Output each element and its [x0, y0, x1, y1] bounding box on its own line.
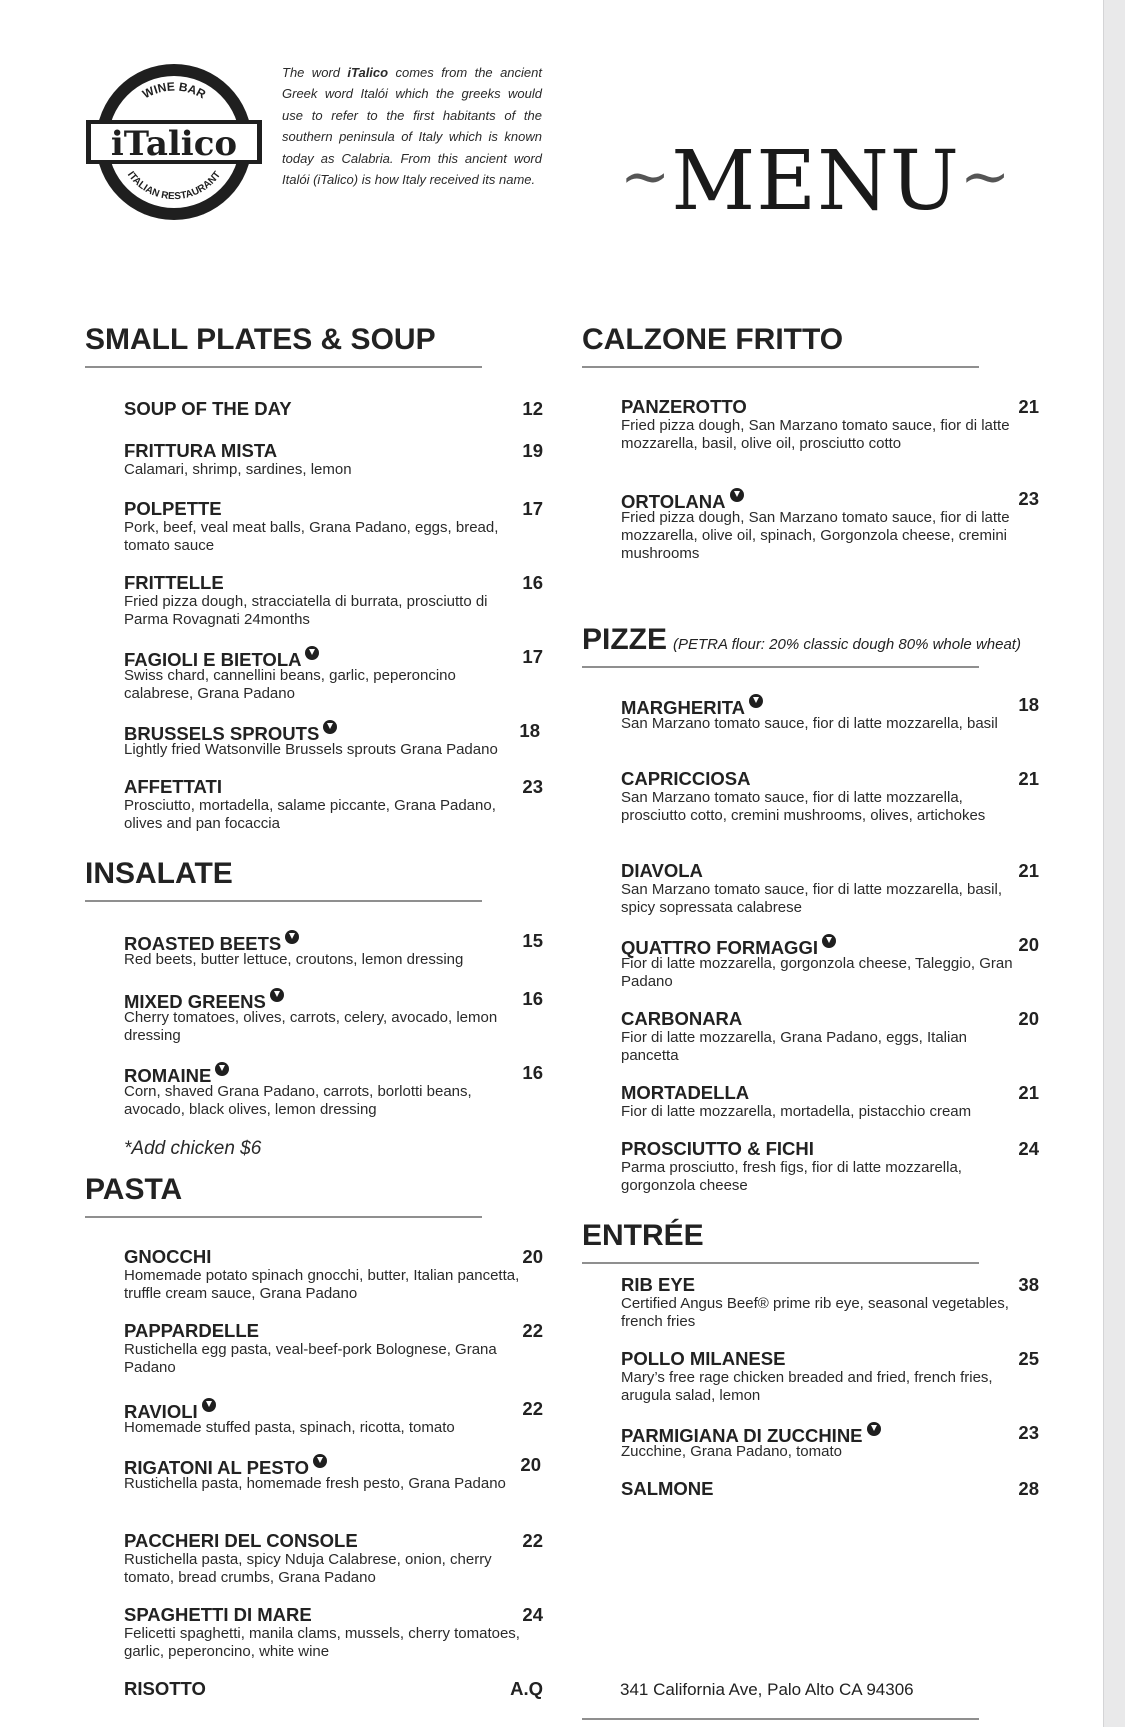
title-tilde-right: ~	[959, 142, 1012, 212]
divider	[85, 366, 482, 368]
item-price: A.Q	[510, 1678, 543, 1699]
vegetarian-icon	[730, 488, 744, 502]
item-name-text: ROMAINE	[124, 1065, 212, 1086]
intro-brand: iTalico	[347, 65, 389, 80]
item-description: Pork, beef, veal meat balls, Grana Padano, eggs, bread, tomato sauce	[124, 519, 499, 554]
item-description: Felicetti spaghetti, manila clams, mussels, cherry tomatoes, garlic, peperoncino, white wine	[124, 1625, 520, 1660]
pizze-title: PIZZE	[582, 623, 668, 656]
svg-text:WINE BAR: WINE BAR	[140, 79, 208, 102]
item-price: 23	[522, 776, 543, 797]
vegetarian-icon	[270, 988, 284, 1002]
divider	[582, 1262, 979, 1264]
item-name-text: BRUSSELS SPROUTS	[124, 723, 320, 744]
intro-before: The word	[282, 65, 348, 80]
item-price: 21	[1018, 860, 1039, 881]
item-description: Fior di latte mozzarella, gorgonzola cheese, Taleggio, Gran Padano	[621, 955, 1013, 990]
item-description: Mary’s free rage chicken breaded and fried, french fries, arugula salad, lemon	[621, 1369, 993, 1404]
heading-entree: ENTRÉE	[582, 1219, 704, 1252]
item-description: Swiss chard, cannellini beans, garlic, peperoncino calabrese, Grana Padano	[124, 667, 456, 702]
item-name: CARBONARA	[621, 1008, 743, 1029]
item-name: POLPETTE	[124, 498, 222, 519]
item-description: Red beets, butter lettuce, croutons, lemon dressing	[124, 951, 464, 968]
divider	[582, 666, 979, 668]
item-name: SPAGHETTI DI MARE	[124, 1604, 312, 1625]
vegetarian-icon	[822, 934, 836, 948]
item-price: 24	[1018, 1138, 1039, 1159]
vegetarian-icon	[867, 1422, 881, 1436]
item-name-text: ORTOLANA	[621, 491, 726, 512]
item-description: Zucchine, Grana Padano, tomato	[621, 1443, 842, 1460]
item-description: San Marzano tomato sauce, fior di latte mozzarella, prosciutto cotto, cremini mushrooms, olives, artichokes	[621, 789, 986, 824]
item-name: SOUP OF THE DAY	[124, 398, 292, 419]
item-description: Fior di latte mozzarella, mortadella, pistacchio cream	[621, 1103, 972, 1120]
item-price: 17	[522, 498, 543, 519]
menu-title	[620, 132, 1010, 227]
item-price: 38	[1018, 1274, 1039, 1295]
vegetarian-icon	[749, 694, 763, 708]
item-description: Calamari, shrimp, sardines, lemon	[124, 461, 352, 478]
item-description: Prosciutto, mortadella, salame piccante, Grana Padano, olives and pan focaccia	[124, 797, 496, 832]
item-price: 23	[1018, 1422, 1039, 1443]
item-name: POLLO MILANESE	[621, 1348, 786, 1369]
item-price: 15	[522, 930, 543, 951]
item-name: SALMONE	[621, 1478, 714, 1499]
intro-after: comes from the ancient Greek word Italói which the greeks would use to refer to the first habitants of the southern peninsula of Italy which is known today as Calabria. From this ancient word Italói (iTalico) is how Italy received its name.	[282, 65, 542, 188]
vegetarian-icon	[313, 1454, 327, 1468]
item-price: 21	[1018, 768, 1039, 789]
item-description: Homemade potato spinach gnocchi, butter, Italian pancetta, truffle cream sauce, Grana Padano	[124, 1267, 520, 1302]
item-description: Cherry tomatoes, olives, carrots, celery, avocado, lemon dressing	[124, 1009, 498, 1044]
item-name: RIB EYE	[621, 1274, 696, 1295]
heading-pizze	[582, 622, 1021, 663]
item-price: 16	[522, 988, 543, 1009]
item-description: San Marzano tomato sauce, fior di latte mozzarella, basil	[621, 715, 998, 732]
item-description: Homemade stuffed pasta, spinach, ricotta, tomato	[124, 1419, 455, 1436]
item-name-text: FAGIOLI E BIETOLA	[124, 649, 302, 670]
vegetarian-icon	[285, 930, 299, 944]
item-description: Fried pizza dough, San Marzano tomato sauce, fior di latte mozzarella, basil, olive oil, prosciutto cotto	[621, 417, 1010, 452]
item-description: Rustichella pasta, homemade fresh pesto, Grana Padano	[124, 1475, 506, 1492]
item-price: 22	[522, 1398, 543, 1419]
item-name-text: MARGHERITA	[621, 697, 746, 718]
vegetarian-icon	[323, 720, 337, 734]
item-description: Fior di latte mozzarella, Grana Padano, eggs, Italian pancetta	[621, 1029, 968, 1064]
title-text: MENU	[671, 134, 960, 229]
heading-insalate: INSALATE	[85, 857, 233, 890]
heading-small-plates: SMALL PLATES & SOUP	[85, 323, 436, 356]
item-name-text: ROASTED BEETS	[124, 933, 282, 954]
item-name: PAPPARDELLE	[124, 1320, 259, 1341]
item-price: 24	[522, 1604, 543, 1625]
item-name: PROSCIUTTO & FICHI	[621, 1138, 814, 1159]
item-price: 20	[520, 1454, 541, 1475]
heading-pasta: PASTA	[85, 1173, 183, 1206]
item-name: FRITTURA MISTA	[124, 440, 278, 461]
italico-logo	[86, 60, 262, 224]
item-price: 21	[1018, 396, 1039, 417]
add-chicken-note: *Add chicken $6	[124, 1138, 262, 1159]
item-price: 20	[1018, 934, 1039, 955]
item-name: PACCHERI DEL CONSOLE	[124, 1530, 358, 1551]
vegetarian-icon	[202, 1398, 216, 1412]
item-name-text: RAVIOLI	[124, 1401, 198, 1422]
item-price: 16	[522, 1062, 543, 1083]
item-price: 17	[522, 646, 543, 667]
item-price: 22	[522, 1320, 543, 1341]
item-name: PANZEROTTO	[621, 396, 747, 417]
item-name: AFFETTATI	[124, 776, 222, 797]
item-name: CAPRICCIOSA	[621, 768, 751, 789]
item-name-text: MIXED GREENS	[124, 991, 266, 1012]
heading-calzone-fritto: CALZONE FRITTO	[582, 323, 844, 356]
item-price: 23	[1018, 488, 1039, 509]
item-description: San Marzano tomato sauce, fior di latte mozzarella, basil, spicy sopressata calabrese	[621, 881, 1003, 916]
item-price: 20	[1018, 1008, 1039, 1029]
vegetarian-icon	[215, 1062, 229, 1076]
divider	[85, 1216, 482, 1218]
item-price: 12	[522, 398, 543, 419]
item-name-text: QUATTRO FORMAGGI	[621, 937, 818, 958]
item-name: RISOTTO	[124, 1678, 206, 1699]
item-price: 25	[1018, 1348, 1039, 1369]
item-name: GNOCCHI	[124, 1246, 212, 1267]
pizze-flour-note: (PETRA flour: 20% classic dough 80% whole wheat)	[673, 636, 1021, 653]
item-description: Fried pizza dough, stracciatella di burrata, prosciutto di Parma Rovagnati 24months	[124, 593, 488, 628]
divider	[582, 1718, 979, 1720]
item-price: 20	[522, 1246, 543, 1267]
item-price: 21	[1018, 1082, 1039, 1103]
intro-paragraph	[282, 62, 542, 190]
item-description: Certified Angus Beef® prime rib eye, seasonal vegetables, french fries	[621, 1295, 1009, 1330]
divider	[85, 900, 482, 902]
item-name: DIAVOLA	[621, 860, 703, 881]
item-price: 18	[519, 720, 540, 741]
item-price: 22	[522, 1530, 543, 1551]
svg-text:iTalico: iTalico	[110, 124, 238, 164]
item-name-text: RIGATONI AL PESTO	[124, 1457, 310, 1478]
item-description: Rustichella egg pasta, veal-beef-pork Bolognese, Grana Padano	[124, 1341, 497, 1376]
title-tilde-left: ~	[620, 142, 672, 212]
item-description: Rustichella pasta, spicy Nduja Calabrese, onion, cherry tomato, bread crumbs, Grana Padano	[124, 1551, 492, 1586]
item-price: 16	[522, 572, 543, 593]
item-description: Corn, shaved Grana Padano, carrots, borlotti beans, avocado, black olives, lemon dressing	[124, 1083, 472, 1118]
item-description: Parma prosciutto, fresh figs, fior di latte mozzarella, gorgonzola cheese	[621, 1159, 962, 1194]
item-name: FRITTELLE	[124, 572, 224, 593]
item-price: 18	[1018, 694, 1039, 715]
vegetarian-icon	[305, 646, 319, 660]
item-description: Lightly fried Watsonville Brussels sprouts Grana Padano	[124, 741, 498, 758]
item-name: MORTADELLA	[621, 1082, 750, 1103]
svg-text:ITALIAN RESTAURANT: ITALIAN RESTAURANT	[124, 169, 224, 203]
item-price: 28	[1018, 1478, 1039, 1499]
divider	[582, 366, 979, 368]
item-description: Fried pizza dough, San Marzano tomato sauce, fior di latte mozzarella, olive oil, spinach, Gorgonzola cheese, cremini mushrooms	[621, 509, 1010, 562]
restaurant-address: 341 California Ave, Palo Alto CA 94306	[620, 1680, 914, 1699]
item-price: 19	[522, 440, 543, 461]
item-name-text: PARMIGIANA DI ZUCCHINE	[621, 1425, 863, 1446]
